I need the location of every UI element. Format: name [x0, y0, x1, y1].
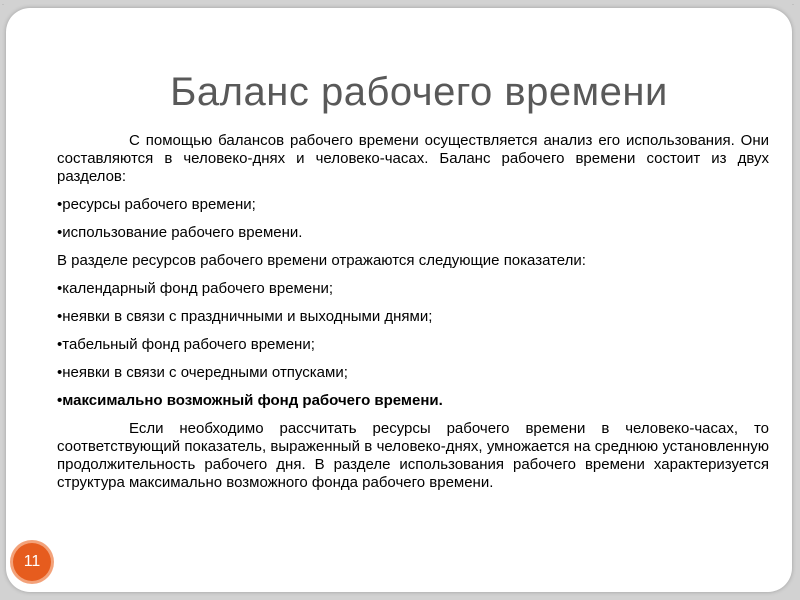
indicator-item-calendar: •календарный фонд рабочего времени;	[57, 280, 334, 297]
slide-body	[57, 132, 769, 502]
indicator-item-holidays: •неявки в связи с праздничными и выходными днями;	[57, 308, 433, 325]
corner-mark-icon: ·	[2, 2, 4, 8]
page-number-badge: 11	[13, 543, 51, 581]
corner-mark-icon: ·	[792, 2, 794, 8]
section-item-resources: •ресурсы рабочего времени;	[57, 196, 256, 213]
indicator-item-timesheet: •табельный фонд рабочего времени;	[57, 336, 315, 353]
slide-title: Баланс рабочего времени	[170, 70, 668, 114]
intro-paragraph: С помощью балансов рабочего времени осуществляется анализ его использования. Они составляются в человеко-днях и человеко-часах. Баланс рабочего времени состоит из двух разделов:	[57, 132, 769, 185]
slide	[6, 8, 792, 592]
conclusion-paragraph: Если необходимо рассчитать ресурсы рабочего времени в человеко-часах, то соответствующий показатель, выраженный в человеко-днях, умножается на среднюю установленную продолжительность рабочего дня. В разделе использования рабочего времени характеризуется структура максимально возможного фонда рабочего времени.	[57, 420, 769, 491]
indicator-item-max-fund: •максимально возможный фонд рабочего времени.	[57, 392, 443, 409]
section-item-usage: •использование рабочего времени.	[57, 224, 303, 241]
resources-intro: В разделе ресурсов рабочего времени отражаются следующие показатели:	[57, 252, 586, 269]
indicator-item-vacations: •неявки в связи с очередными отпусками;	[57, 364, 348, 381]
